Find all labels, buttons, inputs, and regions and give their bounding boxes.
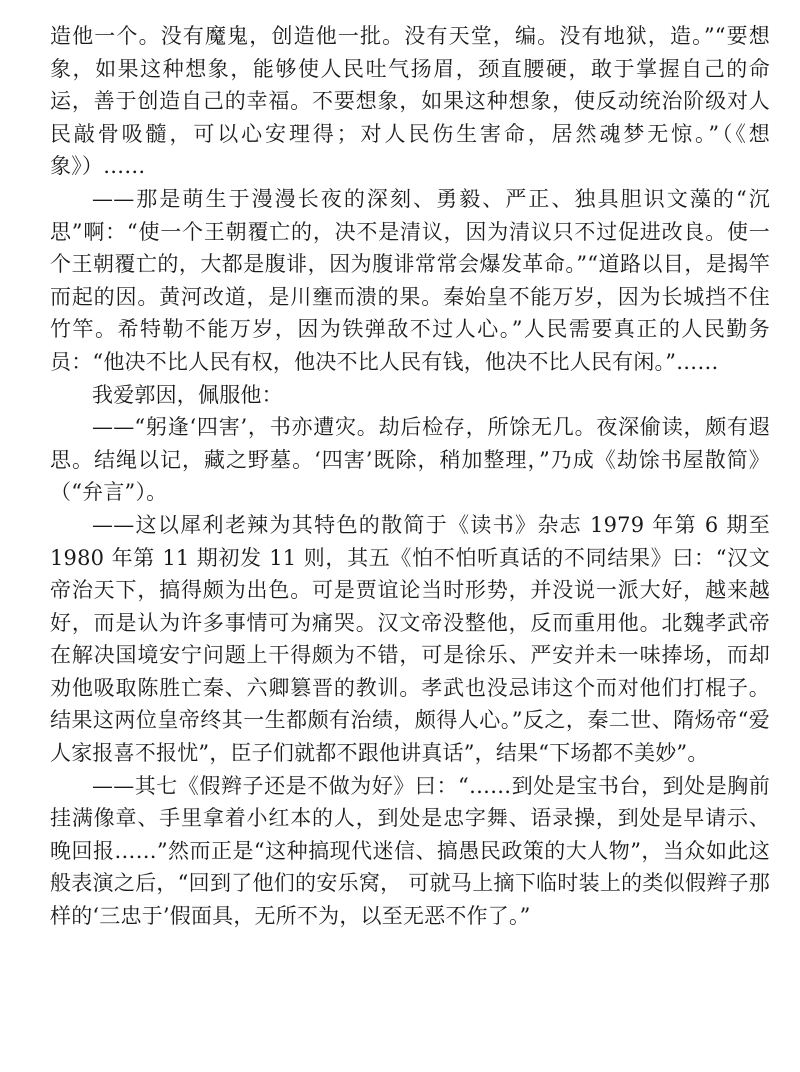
paragraph-1: 造他一个。没有魔鬼，创造他一批。没有天堂，编。没有地狱，造。”“要想象，如果这种想象，能够使人民吐气扬眉，颈直腰硬，敢于掌握自己的命运，善于创造自己的幸福。不要想象，如果这种想象，使反动统治阶级对人民敲骨吸髓，可以心安理得；对人民伤生害命，居然魂梦无惊。”（《想象》）……: [50, 24, 770, 179]
paragraph-4: ——“躬逢‘四害’，书亦遭灾。劫后检存，所馀无几。夜深偷读，颇有遐思。结绳以记，藏之野墓。‘四害’既除，稍加整理，”乃成《劫馀书屋散简》（“弁言”）。: [50, 415, 770, 505]
paragraph-2: ——那是萌生于漫漫长夜的深刻、勇毅、严正、独具胆识文藻的“沉思”啊：“使一个王朝覆亡的，决不是清议，因为清议只不过促进改良。使一个王朝覆亡的，大都是腹诽，因为腹诽常常会爆发革命。”“道路以目，是揭竿而起的因。黄河改道，是川壅而溃的果。秦始皇不能万岁，因为长城挡不住竹竿。希特勒不能万岁，因为铁弹敌不过人心。”人民需要真正的人民勤务员：“他决不比人民有权，他决不比人民有钱，他决不比人民有闲。”……: [50, 186, 770, 374]
paragraph-5: ——这以犀利老辣为其特色的散简于《读书》杂志 1979 年第 6 期至 1980 年第 11 期初发 11 则，其五《怕不怕听真话的不同结果》曰：“汉文帝治天下，搞得颇为出色。可是贾谊论当时形势，并没说一派大好，越来越好，而是认为许多事情可为痛哭。汉文帝没整他，反而重用他。北魏孝武帝在解决国境安宁问题上干得颇为不错，可是徐乐、严安并未一味捧场，而却劝他吸取陈胜亡秦、六卿篡晋的教训。孝武也没忌讳这个而对他们打棍子。结果这两位皇帝终其一生都颇有治绩，颇得人心。”反之，秦二世、隋炀帝“爱人家报喜不报忧”，臣子们就都不跟他讲真话”，结果“下场都不美妙”。: [50, 512, 770, 766]
document-page: [50, 20, 770, 933]
paragraph-6: ——其七《假辫子还是不做为好》曰：“……到处是宝书台，到处是胸前挂满像章、手里拿着小红本的人，到处是忠字舞、语录操，到处是早请示、晚回报……”然而正是“这种搞现代迷信、搞愚民政策的大人物”，当众如此这般表演之后，“回到了他们的安乐窝， 可就马上摘下临时装上的类似假辫子那样的‘三忠于’假面具，无所不为，以至无恶不作了。”: [50, 773, 770, 929]
paragraph-3: 我爱郭因，佩服他：: [92, 382, 283, 407]
